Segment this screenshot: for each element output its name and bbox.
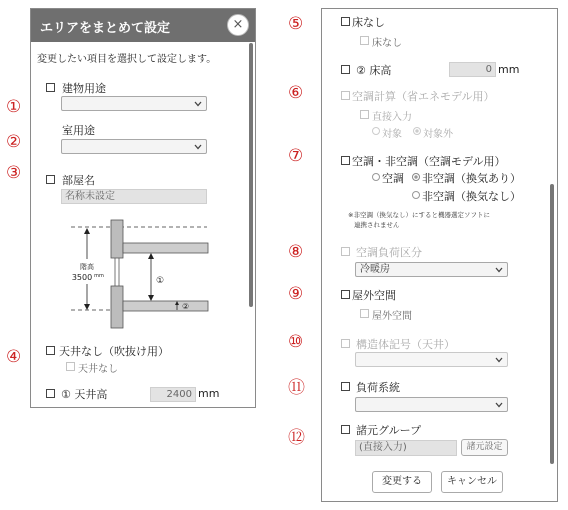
room-use-label: 室用途 xyxy=(62,124,95,137)
ceiling-height-unit: mm xyxy=(198,387,220,400)
load-system-label: 負荷系統 xyxy=(356,381,400,394)
no-ceiling-sub-checkbox[interactable] xyxy=(66,362,75,371)
ceiling-height-label: ① 天井高 xyxy=(61,388,108,401)
marker-8: ⑧ xyxy=(288,242,304,262)
ac-type-note-line1: ※非空調（換気なし）にすると機器選定ソフトに xyxy=(348,211,490,219)
floor-height-label: ② 床高 xyxy=(356,64,392,77)
floor-height-value: 3500 xyxy=(71,273,93,282)
change-button[interactable]: 変更する xyxy=(372,471,432,493)
ac-calc-target-label: 対象 xyxy=(382,129,402,140)
chevron-down-icon xyxy=(494,356,504,364)
ac-type-checkbox[interactable] xyxy=(341,156,350,165)
room-name-input[interactable]: 名称未設定 xyxy=(61,189,207,204)
ac-calc-direct-checkbox[interactable] xyxy=(360,110,369,119)
spec-group-label: 諸元グループ xyxy=(356,424,422,437)
chevron-down-icon xyxy=(494,401,504,409)
ac-calc-nontarget-label: 対象外 xyxy=(423,129,453,140)
outdoor-label: 屋外空間 xyxy=(352,289,396,302)
ac-calc-direct-label: 直接入力 xyxy=(372,112,412,123)
floor-height-mark: ② xyxy=(182,302,190,311)
ac-load-select[interactable] xyxy=(355,262,508,277)
room-name-checkbox[interactable] xyxy=(46,175,55,184)
load-system-select[interactable] xyxy=(355,397,508,412)
chevron-down-icon xyxy=(193,100,203,108)
dialog-header xyxy=(31,9,255,42)
load-system-checkbox[interactable] xyxy=(341,382,350,391)
ac-calc-checkbox[interactable] xyxy=(341,91,350,100)
building-use-select[interactable] xyxy=(61,96,207,111)
no-floor-sub-checkbox[interactable] xyxy=(360,36,369,45)
marker-1: ① xyxy=(6,97,22,117)
dialog-title: エリアをまとめて設定 xyxy=(40,21,171,36)
chevron-down-icon xyxy=(193,143,203,151)
ac-type-note-line2: 連携されません xyxy=(354,221,400,229)
ac-type-nonac-vent-label: 非空調（換気あり） xyxy=(422,172,521,185)
no-ceiling-checkbox[interactable] xyxy=(46,346,55,355)
ac-load-label: 空調負荷区分 xyxy=(356,246,422,259)
spec-settings-button[interactable]: 諸元設定 xyxy=(461,439,508,456)
ac-load-checkbox[interactable] xyxy=(341,247,350,256)
floor-height-checkbox[interactable] xyxy=(341,65,350,74)
marker-7: ⑦ xyxy=(288,146,304,166)
area-settings-dialog-scrolled xyxy=(321,8,558,502)
ac-calc-label: 空調計算（省エネモデル用） xyxy=(352,90,495,103)
marker-2: ② xyxy=(6,132,22,152)
floor-height-unit: mm xyxy=(498,63,520,76)
scrollbar[interactable] xyxy=(249,43,253,307)
no-floor-sub-label: 床なし xyxy=(372,38,402,49)
structure-label: 構造体記号（天井） xyxy=(356,338,455,351)
structure-select[interactable] xyxy=(355,352,508,367)
no-ceiling-sub-label: 天井なし xyxy=(78,364,118,375)
cancel-button[interactable]: キャンセル xyxy=(441,471,503,493)
ac-type-ac-label: 空調 xyxy=(382,172,404,185)
structure-checkbox[interactable] xyxy=(341,339,350,348)
area-settings-dialog xyxy=(30,8,256,408)
ac-type-label: 空調・非空調（空調モデル用） xyxy=(352,155,506,168)
ac-calc-target-radio[interactable] xyxy=(372,127,380,135)
chevron-down-icon xyxy=(494,266,504,274)
building-use-checkbox[interactable] xyxy=(46,83,55,92)
ceiling-height-mark: ① xyxy=(156,276,165,286)
section-diagram xyxy=(65,213,215,333)
marker-11: ⑪ xyxy=(288,378,305,398)
close-icon[interactable]: × xyxy=(227,14,249,36)
marker-4: ④ xyxy=(6,347,22,367)
marker-5: ⑤ xyxy=(288,14,304,34)
ac-calc-nontarget-radio[interactable] xyxy=(413,127,421,135)
ac-type-nonac-novent-label: 非空調（換気なし） xyxy=(422,190,521,203)
ac-type-nonac-novent-radio[interactable] xyxy=(412,191,420,199)
dialog-description: 変更したい項目を選択して設定します。 xyxy=(37,54,217,65)
ac-type-nonac-vent-radio[interactable] xyxy=(412,173,420,181)
floor-height-unit: mm xyxy=(94,273,104,279)
building-use-label: 建物用途 xyxy=(62,82,106,95)
ceiling-height-input[interactable]: 2400 xyxy=(150,387,196,402)
room-name-label: 部屋名 xyxy=(62,174,95,187)
no-floor-checkbox[interactable] xyxy=(341,17,350,26)
outdoor-sub-label: 屋外空間 xyxy=(372,311,412,322)
room-use-select[interactable] xyxy=(61,139,207,154)
outdoor-sub-checkbox[interactable] xyxy=(360,309,369,318)
outdoor-checkbox[interactable] xyxy=(341,290,350,299)
marker-12: ⑫ xyxy=(288,428,305,448)
floor-height-label: 階高 xyxy=(80,263,94,271)
scrollbar[interactable] xyxy=(550,184,554,464)
ac-type-ac-radio[interactable] xyxy=(372,173,380,181)
ac-load-value: 冷暖房 xyxy=(360,264,390,275)
no-ceiling-label: 天井なし（吹抜け用） xyxy=(59,345,169,358)
marker-6: ⑥ xyxy=(288,83,304,103)
ceiling-height-checkbox[interactable] xyxy=(46,389,55,398)
marker-9: ⑨ xyxy=(288,284,304,304)
no-floor-label: 床なし xyxy=(352,16,385,29)
marker-10: ⑩ xyxy=(288,332,304,352)
spec-group-checkbox[interactable] xyxy=(341,425,350,434)
floor-height-input[interactable]: 0 xyxy=(449,62,496,77)
spec-group-input[interactable]: (直接入力) xyxy=(355,440,457,456)
marker-3: ③ xyxy=(6,163,22,183)
